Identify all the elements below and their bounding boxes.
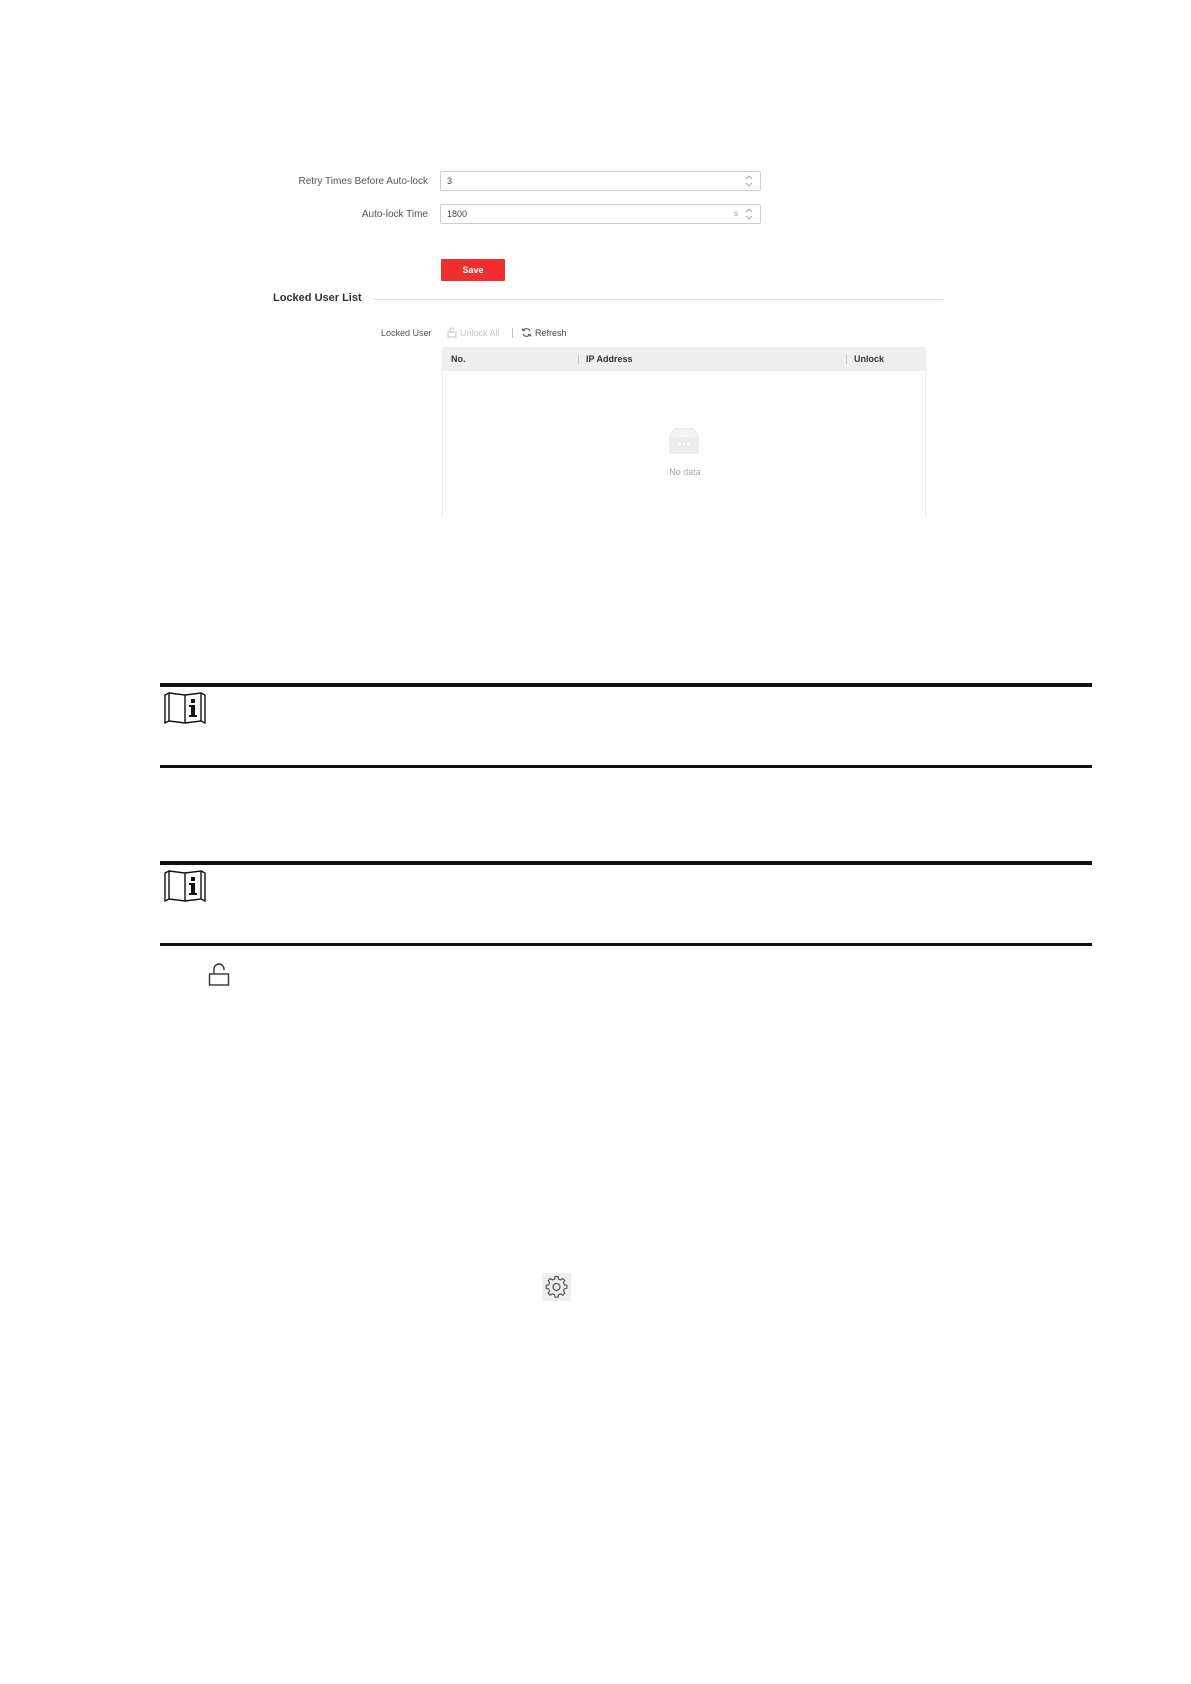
note-top-rule xyxy=(160,861,1092,865)
note-top-rule xyxy=(160,683,1092,687)
refresh-icon xyxy=(521,327,532,338)
locked-user-table-body xyxy=(442,371,926,517)
unlock-icon xyxy=(447,327,457,338)
lock-open-icon xyxy=(208,963,230,987)
refresh-label: Refresh xyxy=(535,327,567,338)
autolock-time-label: Auto-lock Time xyxy=(361,209,428,220)
spinner-icon[interactable] xyxy=(744,173,754,189)
section-divider xyxy=(373,299,943,300)
spinner-icon[interactable] xyxy=(744,206,754,222)
autolock-time-input[interactable] xyxy=(440,204,761,224)
note-book-icon xyxy=(163,870,207,902)
retry-times-value: 3 xyxy=(447,176,453,186)
refresh-button[interactable] xyxy=(521,327,567,338)
column-separator xyxy=(578,355,579,364)
unlock-all-label: Unlock All xyxy=(460,327,500,338)
autolock-unit: s xyxy=(734,209,738,218)
no-data-text: No data xyxy=(669,467,701,477)
note-bottom-rule xyxy=(160,943,1092,946)
column-separator xyxy=(846,355,847,364)
autolock-time-value: 1800 xyxy=(447,209,468,219)
note-book-icon xyxy=(163,692,207,724)
locked-user-list-title: Locked User List xyxy=(273,292,362,304)
column-header-ip-address: IP Address xyxy=(586,354,633,364)
retry-times-label: Retry Times Before Auto-lock xyxy=(298,176,428,187)
column-header-unlock: Unlock xyxy=(854,354,885,364)
locked-user-label: Locked User xyxy=(381,328,432,338)
save-button[interactable]: Save xyxy=(441,259,505,281)
retry-times-input[interactable] xyxy=(440,171,761,191)
column-header-no: No. xyxy=(451,354,466,364)
locked-user-table-header xyxy=(442,347,926,371)
toolbar-separator xyxy=(512,328,513,338)
unlock-all-button[interactable] xyxy=(447,327,500,338)
gear-icon-box xyxy=(542,1273,571,1301)
note-bottom-rule xyxy=(160,765,1092,768)
gear-icon xyxy=(542,1273,571,1301)
empty-data-icon xyxy=(667,427,701,455)
